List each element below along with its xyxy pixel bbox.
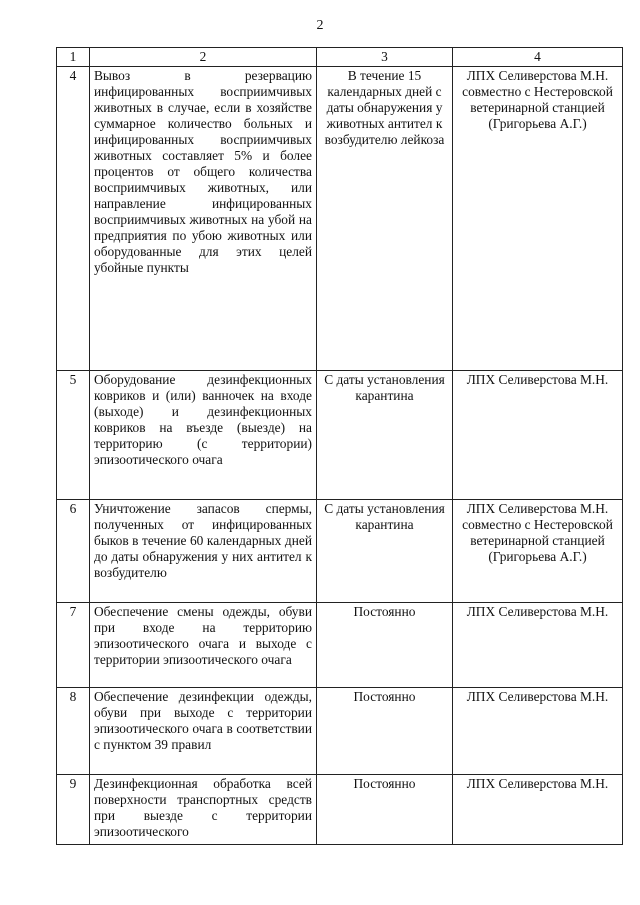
row-term: С даты установления карантина xyxy=(317,500,453,603)
row-responsible: ЛПХ Селиверстова М.Н. xyxy=(453,603,623,688)
row-action: Оборудование дезинфекционных ковриков и (или) ванночек на входе (выходе) и дезинфекционных ковриков на въезде (выезде) на территорию (с территории) эпизоотического очага xyxy=(90,371,317,500)
row-term: Постоянно xyxy=(317,688,453,775)
page-number: 2 xyxy=(316,18,324,33)
row-number: 8 xyxy=(57,688,90,775)
table-row xyxy=(57,688,623,775)
table-row xyxy=(57,371,623,500)
row-term: В течение 15 календарных дней с даты обнаружения у животных антител к возбудителю лейкоза xyxy=(317,67,453,371)
table-row xyxy=(57,67,623,371)
row-action: Вывоз в резервацию инфицированных восприимчивых животных в случае, если в хозяйстве суммарное количество больных и инфицированных восприимчивых животных составляет 5% и более процентов от общего количества восприимчивых животных, или направление инфицированных восприимчивых животных на убой на предприятия по убою животных или оборудованные для этих целей убойные пункты xyxy=(90,67,317,371)
row-number: 4 xyxy=(57,67,90,371)
row-number: 6 xyxy=(57,500,90,603)
row-action: Обеспечение смены одежды, обуви при входе на территорию эпизоотического очага и выходе с территории эпизоотического очага xyxy=(90,603,317,688)
row-action: Дезинфекционная обработка всей поверхности транспортных средств при выезде с территории эпизоотического xyxy=(90,775,317,845)
measures-table xyxy=(56,47,623,845)
row-number: 7 xyxy=(57,603,90,688)
row-term: Постоянно xyxy=(317,603,453,688)
row-action: Обеспечение дезинфекции одежды, обуви при выходе с территории эпизоотического очага в соответствии с пунктом 39 правил xyxy=(90,688,317,775)
header-cell: 3 xyxy=(317,48,453,67)
row-responsible: ЛПХ Селиверстова М.Н. xyxy=(453,775,623,845)
table-header-row xyxy=(57,48,623,67)
row-action: Уничтожение запасов спермы, полученных от инфицированных быков в течение 60 календарных дней до даты обнаружения у них антител к возбудителю xyxy=(90,500,317,603)
header-cell: 2 xyxy=(90,48,317,67)
row-responsible: ЛПХ Селиверстова М.Н. совместно с Нестеровской ветеринарной станцией (Григорьева А.Г.) xyxy=(453,67,623,371)
header-cell: 4 xyxy=(453,48,623,67)
row-term: С даты установления карантина xyxy=(317,371,453,500)
row-number: 5 xyxy=(57,371,90,500)
row-responsible: ЛПХ Селиверстова М.Н. xyxy=(453,688,623,775)
table-row xyxy=(57,603,623,688)
table-row xyxy=(57,500,623,603)
row-term: Постоянно xyxy=(317,775,453,845)
header-cell: 1 xyxy=(57,48,90,67)
row-responsible: ЛПХ Селиверстова М.Н. совместно с Нестеровской ветеринарной станцией (Григорьева А.Г.) xyxy=(453,500,623,603)
row-responsible: ЛПХ Селиверстова М.Н. xyxy=(453,371,623,500)
row-number: 9 xyxy=(57,775,90,845)
table-row xyxy=(57,775,623,845)
